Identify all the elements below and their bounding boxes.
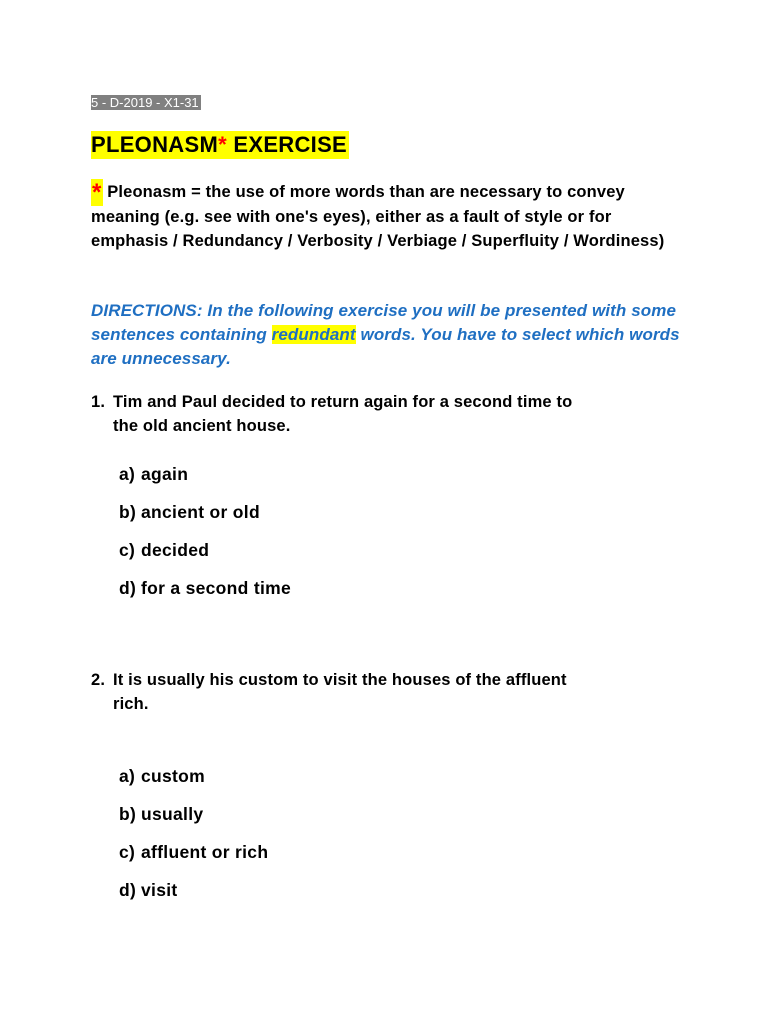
question-2-option-a[interactable] bbox=[119, 765, 268, 803]
question-2-text: It is usually his custom to visit the houses of the affluent bbox=[113, 671, 567, 689]
directions-text-before: DIRECTIONS: In the following exercise you will be presented with some sentences containing bbox=[91, 301, 676, 344]
option-text: ancient or old bbox=[141, 502, 260, 522]
question-1-option-d[interactable] bbox=[119, 577, 291, 615]
title-asterisk: * bbox=[218, 132, 227, 157]
option-text: usually bbox=[141, 804, 204, 824]
question-2-number: 2. bbox=[91, 671, 106, 689]
option-letter: b) bbox=[119, 502, 137, 522]
option-letter: a) bbox=[119, 766, 136, 786]
definition-paragraph bbox=[91, 180, 681, 254]
question-1-text: Tim and Paul decided to return again for a second time to bbox=[113, 393, 573, 411]
question-1-option-c[interactable] bbox=[119, 539, 291, 577]
option-letter: a) bbox=[119, 464, 136, 484]
option-letter: c) bbox=[119, 540, 136, 560]
definition-text: Pleonasm = the use of more words than are necessary to convey meaning (e.g. see with one's eyes), either as a fault of style or for emphasis / Redundancy / Verbosity / Verbiage / Superfluity / Wordiness) bbox=[91, 183, 665, 250]
option-text: for a second time bbox=[141, 578, 291, 598]
definition-asterisk: * bbox=[92, 179, 102, 206]
directions-text-after: words. You have to select which words are unnecessary. bbox=[91, 325, 680, 368]
question-2-option-b[interactable] bbox=[119, 803, 268, 841]
question-2-options bbox=[119, 765, 268, 917]
title-rest: EXERCISE bbox=[226, 132, 348, 157]
question-1-line-2: the old ancient house. bbox=[113, 417, 291, 435]
title-main: PLEONASM bbox=[91, 132, 219, 157]
question-2-option-c[interactable] bbox=[119, 841, 268, 879]
question-1 bbox=[91, 390, 691, 438]
question-1-option-b[interactable] bbox=[119, 501, 291, 539]
question-1-number: 1. bbox=[91, 393, 106, 411]
option-text: custom bbox=[141, 766, 206, 786]
question-2-option-d[interactable] bbox=[119, 879, 268, 917]
directions-highlight: redundant bbox=[271, 325, 356, 344]
option-letter: d) bbox=[119, 578, 137, 598]
option-letter: c) bbox=[119, 842, 136, 862]
question-2-line-1 bbox=[91, 668, 691, 692]
option-text: affluent or rich bbox=[141, 842, 269, 862]
question-1-options bbox=[119, 463, 291, 615]
question-2-line-2: rich. bbox=[113, 695, 149, 713]
page-title bbox=[91, 131, 349, 159]
directions-paragraph bbox=[91, 299, 691, 371]
option-letter: d) bbox=[119, 880, 137, 900]
question-1-option-a[interactable] bbox=[119, 463, 291, 501]
document-code: 5 - D-2019 - X1-31 bbox=[91, 95, 199, 110]
option-text: again bbox=[141, 464, 189, 484]
option-text: visit bbox=[141, 880, 178, 900]
question-2 bbox=[91, 668, 691, 716]
option-text: decided bbox=[141, 540, 210, 560]
question-1-line-1 bbox=[91, 390, 691, 414]
option-letter: b) bbox=[119, 804, 137, 824]
